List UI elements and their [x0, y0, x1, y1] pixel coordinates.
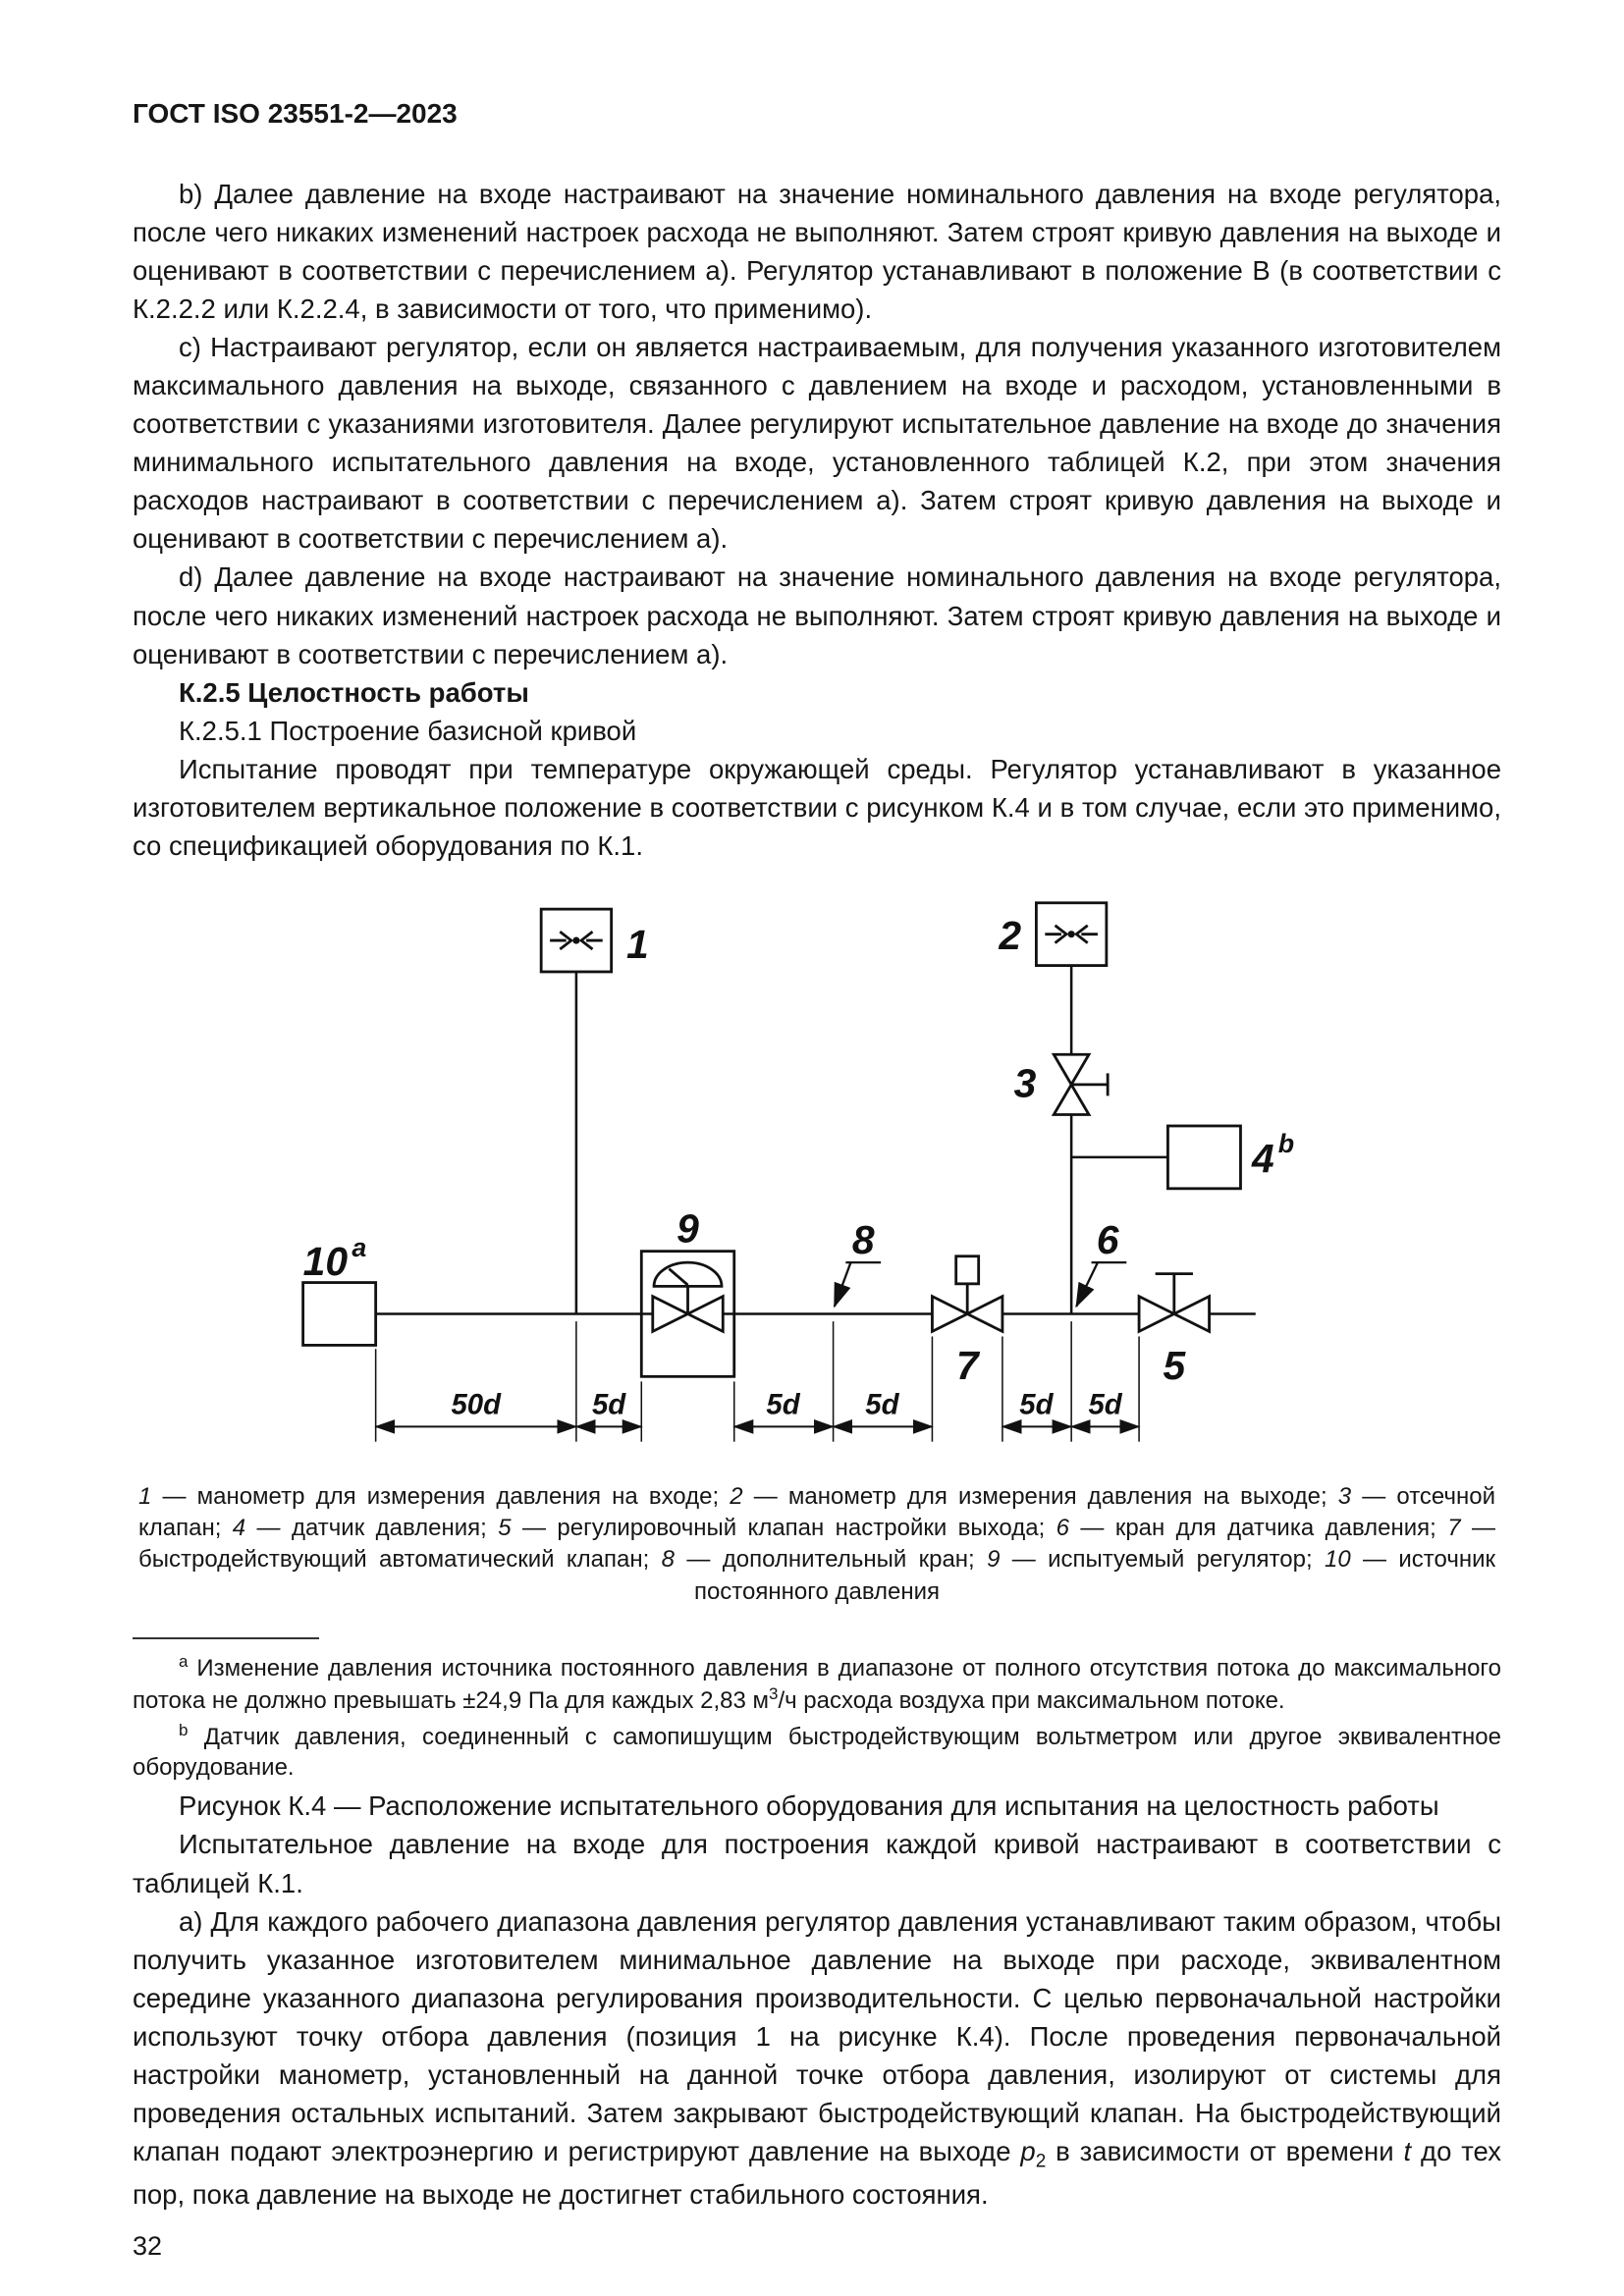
legend-text-2: — манометр для измерения давления на выходе;: [742, 1483, 1338, 1511]
figure-legend: [138, 1481, 1495, 1608]
legend-text-10: — источник постоянного давления: [693, 1546, 1496, 1605]
legend-text-1: — манометр для измерения давления на входе;: [151, 1483, 731, 1511]
footnote-a-marker: а: [179, 1651, 189, 1671]
legend-text-4: — датчик давления;: [245, 1515, 499, 1542]
legend-text-3: — отсечной клапан;: [138, 1483, 1495, 1542]
paragraph-intro: Испытание проводят при температуре окружающей среды. Регулятор устанавливают в указанное изготовителем вертикальное положение в соответствии с рисунком К.4 и в том случае, если это применимо, со спецификацией оборудования по К.1.: [133, 753, 1501, 861]
legend-num-5: 5: [498, 1515, 512, 1542]
legend-num-9: 9: [987, 1546, 1001, 1574]
footnote-separator: [133, 1637, 319, 1639]
footnote-a-text-1: Изменение давления источника постоянного давления в диапазоне от полного отсутствия потока до максимального потока не должно превышать ±24,9 Па для каждых 2,83 м: [133, 1654, 1501, 1714]
paragraph-item-a: [133, 1902, 1501, 2215]
footnote-b-marker: b: [179, 1721, 189, 1740]
figure-caption: Рисунок К.4 — Расположение испытательного оборудования для испытания на целостность работы: [179, 1790, 1439, 1822]
item-a-var-t: t: [1403, 2135, 1412, 2166]
paragraph-item-c: c) Настраивают регулятор, если он является настраиваемым, для получения указанного изготовителем максимального давления на выходе, связанного с давлением на входе и расходом, установленными в соответствии с указаниями изготовителя. Далее регулируют испытательное давление на входе до значения минимального испытательного давления на входе, установленного таблицей К.2, при этом значения расходов настраивают в соответствии с перечислением а). Затем строят кривую давления на выходе и оценивают в соответствии с перечислением а).: [133, 332, 1501, 555]
dim-label-5d-2: 5d: [766, 1388, 800, 1421]
label-9: 9: [677, 1205, 699, 1252]
leader-8-arrow: [835, 1262, 851, 1307]
legend-text-6: — кран для датчика давления;: [1069, 1515, 1448, 1542]
legend-text-8: — дополнительный кран;: [675, 1546, 988, 1574]
paragraph-after-figure: Испытательное давление на входе для построения каждой кривой настраивают в соответствии с таблицей К.1.: [133, 1829, 1501, 1898]
pressure-source-box: [303, 1282, 376, 1345]
dim-label-50d: 50d: [451, 1388, 502, 1421]
paragraph-item-b: b) Далее давление на входе настраивают на значение номинального давления на входе регулятора, после чего никаких изменений настроек расхода не выполняют. Затем строят кривую давления на выходе и оценивают в соответствии с перечислением а). Регулятор устанавливают в положение В (в соответствии с К.2.2.2 или К.2.2.4, в зависимости от того, что применимо).: [133, 179, 1501, 325]
item-a-main: а) Для каждого рабочего диапазона давления регулятор давления устанавливают таким образом, чтобы получить указанное изготовителем минимальное давление на выходе при расходе, эквивалентном середине указанного диапазона регулирования производительности. С целью первоначальной настройки используют точку отбора давления (позиция 1 на рисунке К.4). После проведения первоначальной настройки манометр, установленный на данной точке отбора давления, изолируют от системы для проведения остальных испытаний. Затем закрывают быстродействующий клапан. На быстродействующий клапан подают электроэнергию и регистрируют давление на выходе: [133, 1905, 1501, 2166]
legend-num-7: 7: [1447, 1515, 1461, 1542]
dim-label-5d-5: 5d: [1088, 1388, 1122, 1421]
label-1: 1: [625, 921, 649, 967]
leader-lines: [835, 1262, 1126, 1307]
label-2: 2: [999, 912, 1022, 958]
dim-label-5d-4: 5d: [1019, 1388, 1054, 1421]
label-10: 10: [302, 1238, 349, 1284]
document-header: ГОСТ ISO 23551-2—2023: [133, 98, 458, 129]
legend-num-1: 1: [138, 1483, 152, 1511]
footnote-a: [133, 1651, 1501, 1716]
heading-k251: К.2.5.1 Построение базисной кривой: [179, 715, 637, 746]
dim-label-5d-3: 5d: [865, 1388, 899, 1421]
label-4: 4: [1251, 1136, 1274, 1182]
regulator-under-test-symbol: [641, 1251, 733, 1376]
figure-k4-diagram: [228, 890, 1406, 1467]
legend-num-6: 6: [1056, 1515, 1070, 1542]
legend-num-10: 10: [1324, 1546, 1351, 1574]
footnote-b: [133, 1720, 1501, 1783]
legend-text-7: — быстродействующий автоматический клапан;: [138, 1515, 1495, 1574]
item-a-var-p-sub: 2: [1035, 2151, 1047, 2172]
diaphragm-dome: [654, 1262, 722, 1286]
leader-6-arrow: [1076, 1262, 1098, 1307]
footnote-b-text: Датчик давления, соединенный с самопишущим быстродействующим вольтметром или другое эквивалентное оборудование.: [133, 1724, 1501, 1782]
figure-k4: [133, 890, 1501, 1471]
legend-num-4: 4: [232, 1515, 246, 1542]
label-5: 5: [1163, 1342, 1186, 1388]
shutoff-valve-symbol: [1054, 1054, 1108, 1114]
heading-k25: К.2.5 Целостность работы: [179, 676, 529, 708]
item-a-var-p: p: [1020, 2135, 1036, 2166]
item-a-mid: в зависимости от времени: [1046, 2135, 1404, 2166]
label-8: 8: [851, 1217, 875, 1263]
fast-acting-valve-symbol: [932, 1256, 1001, 1332]
legend-num-3: 3: [1337, 1483, 1352, 1511]
legend-text-5: — регулировочный клапан настройки выхода;: [511, 1515, 1056, 1542]
paragraph-item-d: d) Далее давление на входе настраивают на значение номинального давления на входе регулятора, после чего никаких изменений настроек расхода не выполняют. Затем строят кривую давления на выходе и оценивают в соответствии с перечислением а).: [133, 561, 1501, 669]
legend-num-2: 2: [730, 1483, 743, 1511]
dimension-ticks: [376, 1321, 1139, 1442]
manometer-inlet-symbol: [541, 909, 611, 972]
footnote-a-sup-3: 3: [769, 1683, 779, 1703]
footnote-a-text-2: /ч расхода воздуха при максимальном потоке.: [778, 1686, 1285, 1714]
label-7: 7: [955, 1342, 979, 1388]
adjusting-valve-symbol: [1139, 1273, 1209, 1331]
pressure-sensor-box: [1167, 1126, 1240, 1189]
label-10-sup: а: [352, 1232, 367, 1262]
label-4-sup: b: [1277, 1128, 1295, 1158]
legend-num-8: 8: [661, 1546, 676, 1574]
label-3: 3: [1013, 1060, 1037, 1106]
item-a-tail: до тех пор, пока давление на выходе не достигнет стабильного состояния.: [133, 2135, 1501, 2211]
manometer-outlet-symbol: [1036, 903, 1106, 966]
label-6: 6: [1096, 1217, 1119, 1263]
dim-label-5d-1: 5d: [591, 1388, 626, 1421]
page-number: 32: [133, 2231, 163, 2262]
legend-text-9: — испытуемый регулятор;: [1000, 1546, 1325, 1574]
